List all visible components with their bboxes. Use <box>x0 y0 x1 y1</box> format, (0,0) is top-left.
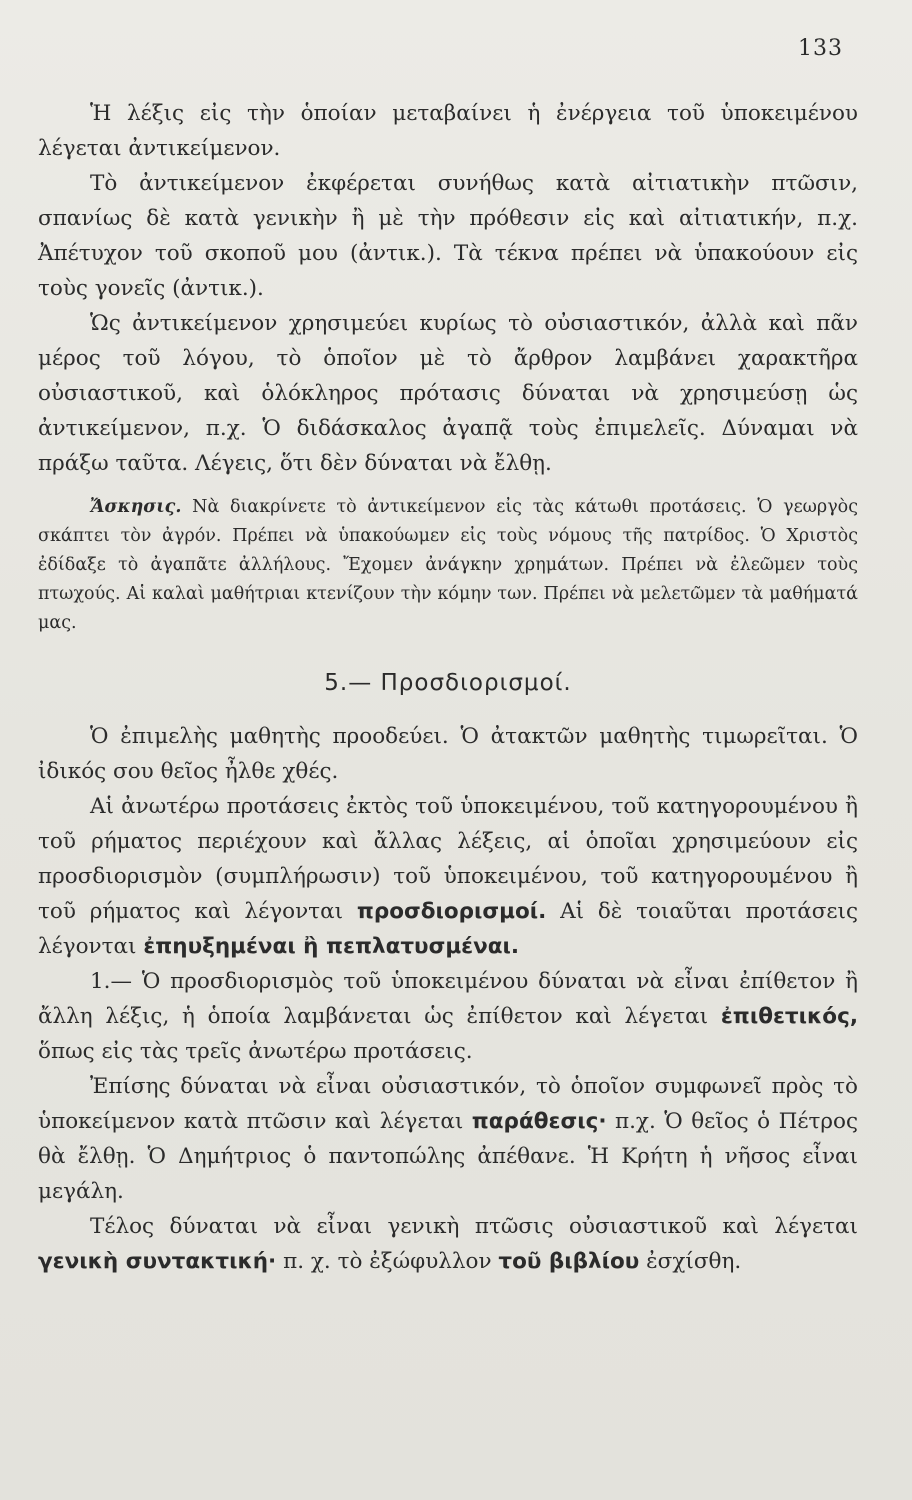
paragraph-genitive <box>38 1209 858 1279</box>
text-run: Ἐπίσης δύναται νὰ εἶναι οὐσιαστικόν, τὸ ὁποῖον συμφωνεῖ πρὸς τὸ ὑποκείμενον κατὰ πτῶσιν καὶ λέγεται <box>38 1074 858 1134</box>
page-number: 133 <box>798 36 843 61</box>
bold-term-parathesis: παράθεσις· <box>471 1109 607 1134</box>
bold-term-geniki-syntaktiki: γενικὴ συντακτική· <box>38 1249 277 1274</box>
bold-term-tou-bibliou: τοῦ βιβλίου <box>498 1249 640 1274</box>
text-run: Τέλος δύναται νὰ εἶναι γενικὴ πτῶσις οὐσιαστικοῦ καὶ λέγεται <box>90 1214 858 1239</box>
text-run: ἐσχίσθη. <box>639 1249 742 1274</box>
text-run: π.χ. Ὁ θεῖος ὁ Πέτρος θὰ ἔλθῃ. Ὁ Δημήτριος ὁ παντοπώλης ἀπέθανε. Ἡ Κρήτη ἡ νῆσος εἶναι μεγάλη. <box>38 1109 858 1204</box>
bold-term-epiyxhmenai: ἐπηυξημέναι ἢ πεπλατυσμέναι. <box>143 934 520 959</box>
section-heading: 5.— Προσδιορισμοί. <box>324 670 572 696</box>
bold-term-prosdiorismoi: προσδιορισμοί. <box>356 899 547 924</box>
paragraph-object-usage: Ὡς ἀντικείμενον χρησιμεύει κυρίως τὸ οὐσιαστικόν, ἀλλὰ καὶ πᾶν μέρος τοῦ λόγου, τὸ ὁποῖον μὲ τὸ ἄρθρον λαμβάνει χαρακτῆρα οὐσιαστικοῦ, καὶ ὁλόκληρος πρότασις δύναται νὰ χρησιμεύσῃ ὡς ἀντικείμενον, π.χ. Ὁ διδάσκαλος ἀγαπᾷ τοὺς ἐπιμελεῖς. Δύναμαι νὰ πράξω ταῦτα. Λέγεις, ὅτι δὲν δύναται νὰ ἔλθῃ. <box>38 311 858 476</box>
exercise-label: Ἄσκησις. <box>90 497 182 517</box>
bold-term-epithetikos: ἐπιθετικός, <box>720 1004 858 1029</box>
exercise-paragraph <box>38 493 858 638</box>
text-run: 1.— Ὁ προσδιορισμὸς τοῦ ὑποκειμένου δύναται νὰ εἶναι ἐπίθετον ἢ ἄλλη λέξις, ἡ ὁποία λαμβάνεται ὡς ἐπίθετον καὶ λέγεται <box>38 969 858 1029</box>
paragraph-examples: Ὁ ἐπιμελὴς μαθητὴς προοδεύει. Ὁ ἀτακτῶν μαθητὴς τιμωρεῖται. Ὁ ἰδικός σου θεῖος ἦλθε χθές. <box>38 724 858 784</box>
paragraph-apposition <box>38 1069 858 1209</box>
text-run: π. χ. τὸ ἐξώφυλλον <box>276 1249 499 1274</box>
paragraph-object-case: Τὸ ἀντικείμενον ἐκφέρεται συνήθως κατὰ αἰτιατικὴν πτῶσιν, σπανίως δὲ κατὰ γενικὴν ἢ μὲ τὴν πρόθεσιν εἰς καὶ αἰτιατικήν, π.χ. Ἀπέτυχον τοῦ σκοποῦ μου (ἀντικ.). Τὰ τέκνα πρέπει νὰ ὑπακούουν εἰς τοὺς γονεῖς (ἀντικ.). <box>38 171 858 301</box>
paragraph-determiners <box>38 789 858 964</box>
paragraph-object-definition: Ἡ λέξις εἰς τὴν ὁποίαν μεταβαίνει ἡ ἐνέργεια τοῦ ὑποκειμένου λέγεται ἀντικείμενον. <box>38 101 858 161</box>
paragraph-attributive <box>38 964 858 1069</box>
text-run: Αἱ ἀνωτέρω προτάσεις ἐκτὸς τοῦ ὑποκειμένου, τοῦ κατηγορουμένου ἢ τοῦ ρήματος περιέχουν καὶ ἄλλας λέξεις, αἱ ὁποῖαι χρησιμεύουν εἰς προσδιορισμὸν (συμπλήρωσιν) τοῦ ὑποκειμένου, τοῦ κατηγορουμένου ἢ τοῦ ρήματος καὶ λέγονται <box>38 794 858 924</box>
page-body <box>38 96 858 1279</box>
exercise-text: Νὰ διακρίνετε τὸ ἀντικείμενον εἰς τὰς κάτωθι προτάσεις. Ὁ γεωργὸς σκάπτει τὸν ἀγρόν. Πρέπει νὰ ὑπακούωμεν εἰς τοὺς νόμους τῆς πατρίδος. Ὁ Χριστὸς ἐδίδαξε τὸ ἀγαπᾶτε ἀλλήλους. Ἔχομεν ἀνάγκην χρημάτων. Πρέπει νὰ ἐλεῶμεν τοὺς πτωχούς. Αἱ καλαὶ μαθήτριαι κτενίζουν τὴν κόμην των. Πρέπει νὰ μελετῶμεν τὰ μαθήματά μας. <box>38 497 858 633</box>
text-run: ὅπως εἰς τὰς τρεῖς ἀνωτέρω προτάσεις. <box>38 1039 473 1064</box>
text-run: Αἱ δὲ τοιαῦται προτάσεις λέγονται <box>38 899 858 959</box>
